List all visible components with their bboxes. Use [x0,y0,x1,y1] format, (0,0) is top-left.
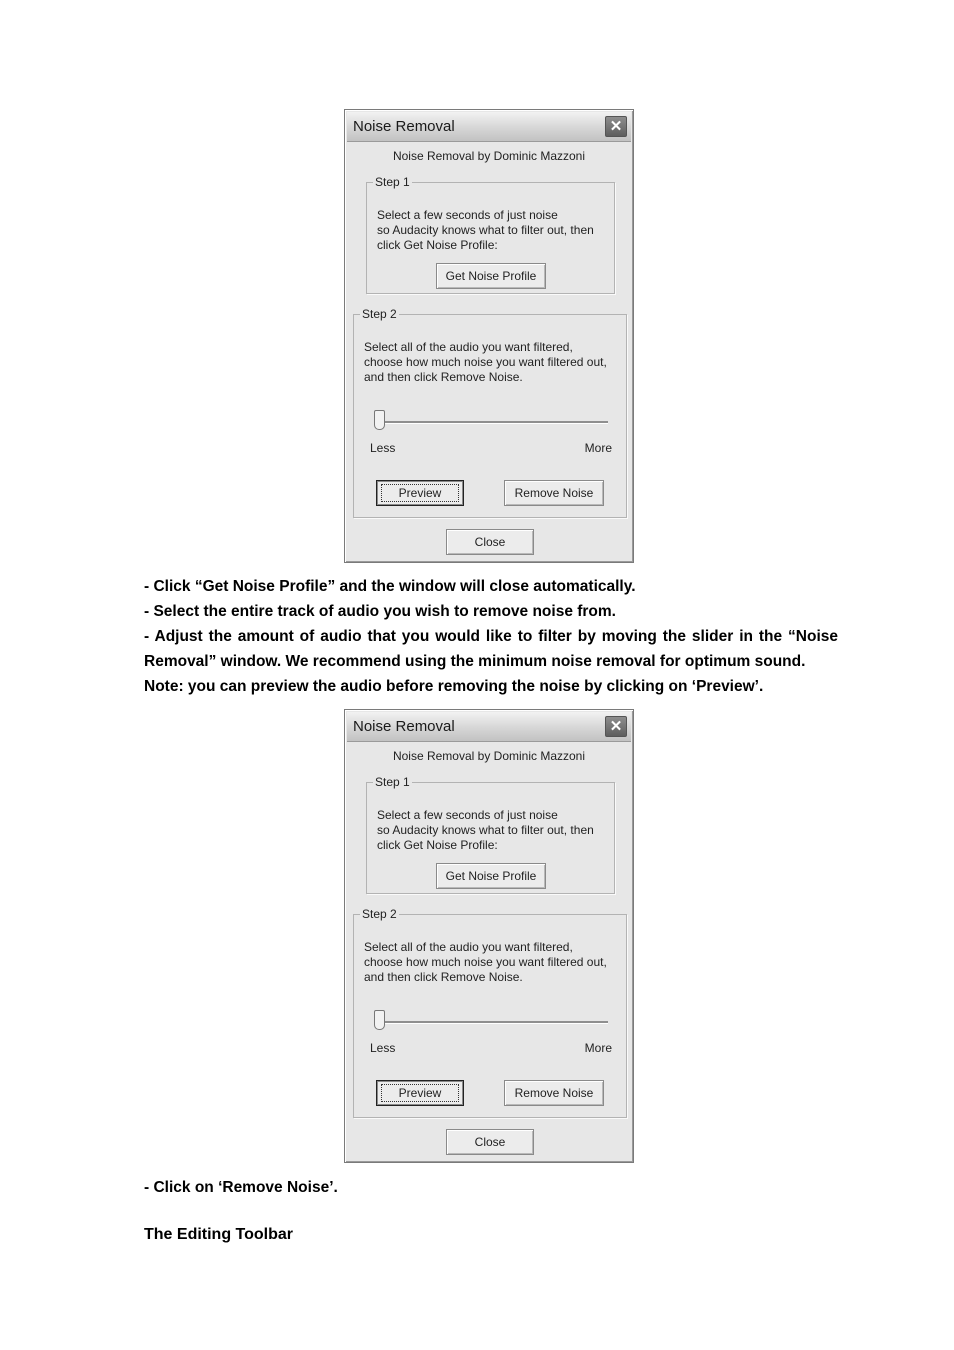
step-1-line: Select a few seconds of just noise [377,208,558,222]
step-2-line: choose how much noise you want filtered out, [364,955,607,969]
step-2-group [353,907,627,1118]
slider-max-label: More [584,441,612,455]
step-2-instructions [364,940,607,985]
close-button[interactable]: Close [446,529,534,555]
section-heading: The Editing Toolbar [144,1226,294,1243]
slider-thumb[interactable] [374,1010,385,1030]
preview-button[interactable] [376,480,464,506]
close-icon[interactable]: ✕ [605,716,627,737]
step-1-group [366,775,615,894]
slider-min-label: Less [370,1041,396,1055]
step-1-legend: Step 1 [375,175,410,189]
close-button[interactable]: Close [446,1129,534,1155]
slider-thumb[interactable] [374,410,385,430]
step-1-instructions [377,808,594,853]
step-1-line: click Get Noise Profile: [377,838,498,852]
plugin-author: Noise Removal by Dominic Mazzoni [392,749,586,763]
step-2-legend: Step 2 [362,307,397,321]
step-1-line: Select a few seconds of just noise [377,808,558,822]
step-1-line: click Get Noise Profile: [377,238,498,252]
step-1-line: so Audacity knows what to filter out, then [377,823,594,837]
noise-removal-dialog [344,109,634,563]
get-noise-profile-button[interactable]: Get Noise Profile [436,263,546,289]
step-2-line: Select all of the audio you want filtered, [364,940,573,954]
preview-button[interactable] [376,1080,464,1106]
step-1-line: so Audacity knows what to filter out, then [377,223,594,237]
step-1-legend: Step 1 [375,775,410,789]
step-1-group [366,175,615,294]
instruction-preview-note: Note: you can preview the audio before removing the noise by clicking on ‘Preview’. [144,678,764,695]
plugin-author: Noise Removal by Dominic Mazzoni [392,149,586,163]
instruction-select-track: - Select the entire track of audio you wish to remove noise from. [144,603,616,620]
dialog-title: Noise Removal [353,118,455,135]
step-2-line: choose how much noise you want filtered out, [364,355,607,369]
slider-max-label: More [584,1041,612,1055]
instruction-remove-noise: - Click on ‘Remove Noise’. [144,1179,338,1196]
step-2-legend: Step 2 [362,907,397,921]
dialog-title: Noise Removal [353,718,455,735]
remove-noise-button[interactable]: Remove Noise [504,1080,604,1106]
get-noise-profile-button[interactable]: Get Noise Profile [436,863,546,889]
noise-removal-dialog [344,709,634,1163]
slider-min-label: Less [370,441,396,455]
close-icon[interactable]: ✕ [605,116,627,137]
dialog-titlebar[interactable] [347,112,631,142]
dialog-titlebar[interactable] [347,712,631,742]
instruction-adjust-slider: - Adjust the amount of audio that you would like to filter by moving the slider in the “Noise Removal” window. We recommend using the minimum noise removal for optimum sound. [144,628,838,670]
step-2-instructions [364,340,607,385]
step-2-line: and then click Remove Noise. [364,370,523,384]
noise-reduction-slider[interactable] [384,1021,608,1024]
step-2-group [353,307,627,518]
noise-reduction-slider[interactable] [384,421,608,424]
step-2-line: and then click Remove Noise. [364,970,523,984]
step-1-instructions [377,208,594,253]
step-2-line: Select all of the audio you want filtered, [364,340,573,354]
preview-button-label: Preview [381,1084,459,1102]
preview-button-label: Preview [381,484,459,502]
remove-noise-button[interactable]: Remove Noise [504,480,604,506]
instruction-get-profile: - Click “Get Noise Profile” and the window will close automatically. [144,578,636,595]
